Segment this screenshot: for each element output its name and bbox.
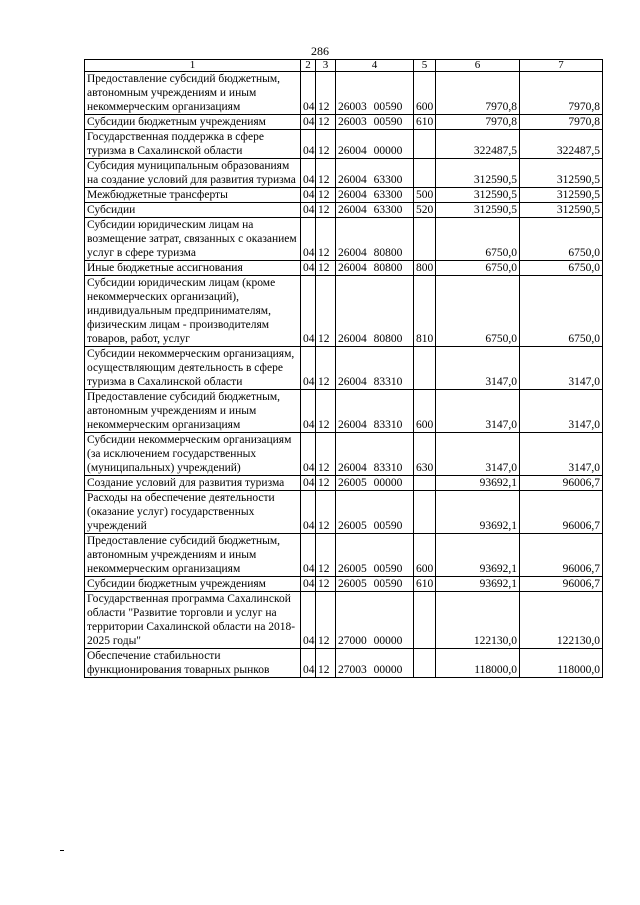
row-expense-type-cell: 520 <box>414 203 436 218</box>
row-expense-type-cell: 610 <box>414 577 436 592</box>
row-expense-type-cell: 600 <box>414 534 436 577</box>
row-subsection-cell: 12 <box>316 72 336 115</box>
row-expense-type-cell <box>414 491 436 534</box>
table-row <box>85 159 603 188</box>
row-amount-year2-cell: 6750,0 <box>520 261 603 276</box>
row-amount-year2-cell: 322487,5 <box>520 130 603 159</box>
row-target-article-cell: 26005 00590 <box>336 491 414 534</box>
row-name-cell: Государственная программа Сахалинской области "Развитие торговли и услуг на территории Сахалинской области на 2018-2025 годы" <box>85 592 301 649</box>
row-amount-year2-cell: 96006,7 <box>520 577 603 592</box>
row-subsection-cell: 12 <box>316 159 336 188</box>
row-section-cell: 04 <box>301 592 316 649</box>
row-subsection-cell: 12 <box>316 347 336 390</box>
col-header-4: 4 <box>336 60 414 72</box>
row-name-cell: Субсидии бюджетным учреждениям <box>85 577 301 592</box>
row-amount-year1-cell: 3147,0 <box>436 433 520 476</box>
row-target-article-cell: 26004 63300 <box>336 159 414 188</box>
row-amount-year2-cell: 96006,7 <box>520 534 603 577</box>
row-amount-year2-cell: 3147,0 <box>520 390 603 433</box>
margin-mark <box>60 850 64 851</box>
row-target-article-cell: 26003 00590 <box>336 72 414 115</box>
row-amount-year2-cell: 96006,7 <box>520 491 603 534</box>
row-subsection-cell: 12 <box>316 218 336 261</box>
row-expense-type-cell <box>414 159 436 188</box>
row-target-article-cell: 26004 83310 <box>336 390 414 433</box>
row-section-cell: 04 <box>301 115 316 130</box>
row-amount-year2-cell: 7970,8 <box>520 115 603 130</box>
row-name-cell: Предоставление субсидий бюджетным, автономным учреждениям и иным некоммерческим организациям <box>85 534 301 577</box>
row-target-article-cell: 27003 00000 <box>336 649 414 678</box>
row-subsection-cell: 12 <box>316 188 336 203</box>
budget-table <box>84 59 603 678</box>
row-subsection-cell: 12 <box>316 115 336 130</box>
row-name-cell: Предоставление субсидий бюджетным, автономным учреждениям и иным некоммерческим организациям <box>85 72 301 115</box>
row-subsection-cell: 12 <box>316 491 336 534</box>
row-name-cell: Иные бюджетные ассигнования <box>85 261 301 276</box>
row-target-article-cell: 26004 00000 <box>336 130 414 159</box>
table-row <box>85 390 603 433</box>
row-section-cell: 04 <box>301 218 316 261</box>
row-expense-type-cell <box>414 218 436 261</box>
row-section-cell: 04 <box>301 203 316 218</box>
row-amount-year1-cell: 93692,1 <box>436 476 520 491</box>
row-name-cell: Расходы на обеспечение деятельности (оказание услуг) государственных учреждений <box>85 491 301 534</box>
row-target-article-cell: 26005 00590 <box>336 534 414 577</box>
row-amount-year2-cell: 3147,0 <box>520 347 603 390</box>
row-expense-type-cell <box>414 347 436 390</box>
table-row <box>85 476 603 491</box>
row-amount-year2-cell: 312590,5 <box>520 159 603 188</box>
table-header-row <box>85 60 603 72</box>
row-amount-year2-cell: 3147,0 <box>520 433 603 476</box>
row-section-cell: 04 <box>301 72 316 115</box>
row-subsection-cell: 12 <box>316 203 336 218</box>
row-amount-year2-cell: 118000,0 <box>520 649 603 678</box>
row-target-article-cell: 26004 80800 <box>336 261 414 276</box>
row-name-cell: Субсидии бюджетным учреждениям <box>85 115 301 130</box>
row-subsection-cell: 12 <box>316 276 336 347</box>
table-row <box>85 347 603 390</box>
row-section-cell: 04 <box>301 130 316 159</box>
row-amount-year1-cell: 118000,0 <box>436 649 520 678</box>
col-header-1: 1 <box>85 60 301 72</box>
row-section-cell: 04 <box>301 159 316 188</box>
row-section-cell: 04 <box>301 534 316 577</box>
row-amount-year1-cell: 7970,8 <box>436 115 520 130</box>
row-expense-type-cell <box>414 130 436 159</box>
row-subsection-cell: 12 <box>316 534 336 577</box>
row-amount-year2-cell: 6750,0 <box>520 218 603 261</box>
row-section-cell: 04 <box>301 347 316 390</box>
row-section-cell: 04 <box>301 390 316 433</box>
col-header-2: 2 <box>301 60 316 72</box>
page-number: 286 <box>311 44 329 58</box>
row-amount-year1-cell: 322487,5 <box>436 130 520 159</box>
row-name-cell: Предоставление субсидий бюджетным, автономным учреждениям и иным некоммерческим организациям <box>85 390 301 433</box>
row-name-cell: Государственная поддержка в сфере туризма в Сахалинской области <box>85 130 301 159</box>
table-row <box>85 276 603 347</box>
row-expense-type-cell: 630 <box>414 433 436 476</box>
row-subsection-cell: 12 <box>316 649 336 678</box>
row-expense-type-cell: 610 <box>414 115 436 130</box>
row-name-cell: Межбюджетные трансферты <box>85 188 301 203</box>
table-row <box>85 218 603 261</box>
row-amount-year1-cell: 6750,0 <box>436 276 520 347</box>
row-name-cell: Создание условий для развития туризма <box>85 476 301 491</box>
row-section-cell: 04 <box>301 261 316 276</box>
table-row <box>85 130 603 159</box>
row-section-cell: 04 <box>301 476 316 491</box>
row-amount-year2-cell: 312590,5 <box>520 188 603 203</box>
table-row <box>85 577 603 592</box>
row-expense-type-cell <box>414 649 436 678</box>
row-amount-year1-cell: 312590,5 <box>436 188 520 203</box>
row-target-article-cell: 26005 00590 <box>336 577 414 592</box>
row-subsection-cell: 12 <box>316 433 336 476</box>
row-target-article-cell: 26004 83310 <box>336 347 414 390</box>
row-subsection-cell: 12 <box>316 577 336 592</box>
row-subsection-cell: 12 <box>316 261 336 276</box>
row-target-article-cell: 26004 80800 <box>336 276 414 347</box>
row-target-article-cell: 26003 00590 <box>336 115 414 130</box>
row-subsection-cell: 12 <box>316 390 336 433</box>
col-header-3: 3 <box>316 60 336 72</box>
row-target-article-cell: 26004 83310 <box>336 433 414 476</box>
row-target-article-cell: 26004 63300 <box>336 203 414 218</box>
row-name-cell: Субсидия муниципальным образованиям на создание условий для развития туризма <box>85 159 301 188</box>
row-amount-year1-cell: 6750,0 <box>436 218 520 261</box>
table-row <box>85 592 603 649</box>
row-section-cell: 04 <box>301 577 316 592</box>
table-row <box>85 534 603 577</box>
row-amount-year1-cell: 3147,0 <box>436 390 520 433</box>
table-row <box>85 649 603 678</box>
row-amount-year1-cell: 93692,1 <box>436 491 520 534</box>
row-target-article-cell: 26005 00000 <box>336 476 414 491</box>
table-row <box>85 491 603 534</box>
row-amount-year1-cell: 6750,0 <box>436 261 520 276</box>
table-row <box>85 261 603 276</box>
row-name-cell: Субсидии некоммерческим организациям, осуществляющим деятельность в сфере туризма в Сахалинской области <box>85 347 301 390</box>
col-header-6: 6 <box>436 60 520 72</box>
row-amount-year2-cell: 96006,7 <box>520 476 603 491</box>
row-section-cell: 04 <box>301 188 316 203</box>
row-amount-year1-cell: 312590,5 <box>436 203 520 218</box>
row-expense-type-cell <box>414 476 436 491</box>
row-target-article-cell: 27000 00000 <box>336 592 414 649</box>
row-section-cell: 04 <box>301 649 316 678</box>
row-name-cell: Обеспечение стабильности функционирования товарных рынков <box>85 649 301 678</box>
row-name-cell: Субсидии юридическим лицам (кроме некоммерческих организаций), индивидуальным предпринимателям, физическим лицам - производителям товаров, работ, услуг <box>85 276 301 347</box>
row-subsection-cell: 12 <box>316 130 336 159</box>
table-row <box>85 72 603 115</box>
table-row <box>85 115 603 130</box>
row-name-cell: Субсидии некоммерческим организациям (за исключением государственных (муниципальных) учреждений) <box>85 433 301 476</box>
row-amount-year1-cell: 3147,0 <box>436 347 520 390</box>
row-expense-type-cell <box>414 592 436 649</box>
row-section-cell: 04 <box>301 276 316 347</box>
row-target-article-cell: 26004 80800 <box>336 218 414 261</box>
row-amount-year2-cell: 312590,5 <box>520 203 603 218</box>
row-name-cell: Субсидии <box>85 203 301 218</box>
row-expense-type-cell: 500 <box>414 188 436 203</box>
row-name-cell: Субсидии юридическим лицам на возмещение затрат, связанных с оказанием услуг в сфере туризма <box>85 218 301 261</box>
row-amount-year1-cell: 7970,8 <box>436 72 520 115</box>
table-row <box>85 188 603 203</box>
row-amount-year2-cell: 6750,0 <box>520 276 603 347</box>
table-row <box>85 433 603 476</box>
row-amount-year1-cell: 122130,0 <box>436 592 520 649</box>
row-expense-type-cell: 600 <box>414 72 436 115</box>
row-section-cell: 04 <box>301 433 316 476</box>
col-header-5: 5 <box>414 60 436 72</box>
row-expense-type-cell: 600 <box>414 390 436 433</box>
row-target-article-cell: 26004 63300 <box>336 188 414 203</box>
row-expense-type-cell: 810 <box>414 276 436 347</box>
row-section-cell: 04 <box>301 491 316 534</box>
row-subsection-cell: 12 <box>316 476 336 491</box>
col-header-7: 7 <box>520 60 603 72</box>
row-amount-year1-cell: 93692,1 <box>436 534 520 577</box>
row-expense-type-cell: 800 <box>414 261 436 276</box>
row-amount-year2-cell: 7970,8 <box>520 72 603 115</box>
row-amount-year1-cell: 93692,1 <box>436 577 520 592</box>
row-amount-year2-cell: 122130,0 <box>520 592 603 649</box>
row-amount-year1-cell: 312590,5 <box>436 159 520 188</box>
row-subsection-cell: 12 <box>316 592 336 649</box>
table-row <box>85 203 603 218</box>
